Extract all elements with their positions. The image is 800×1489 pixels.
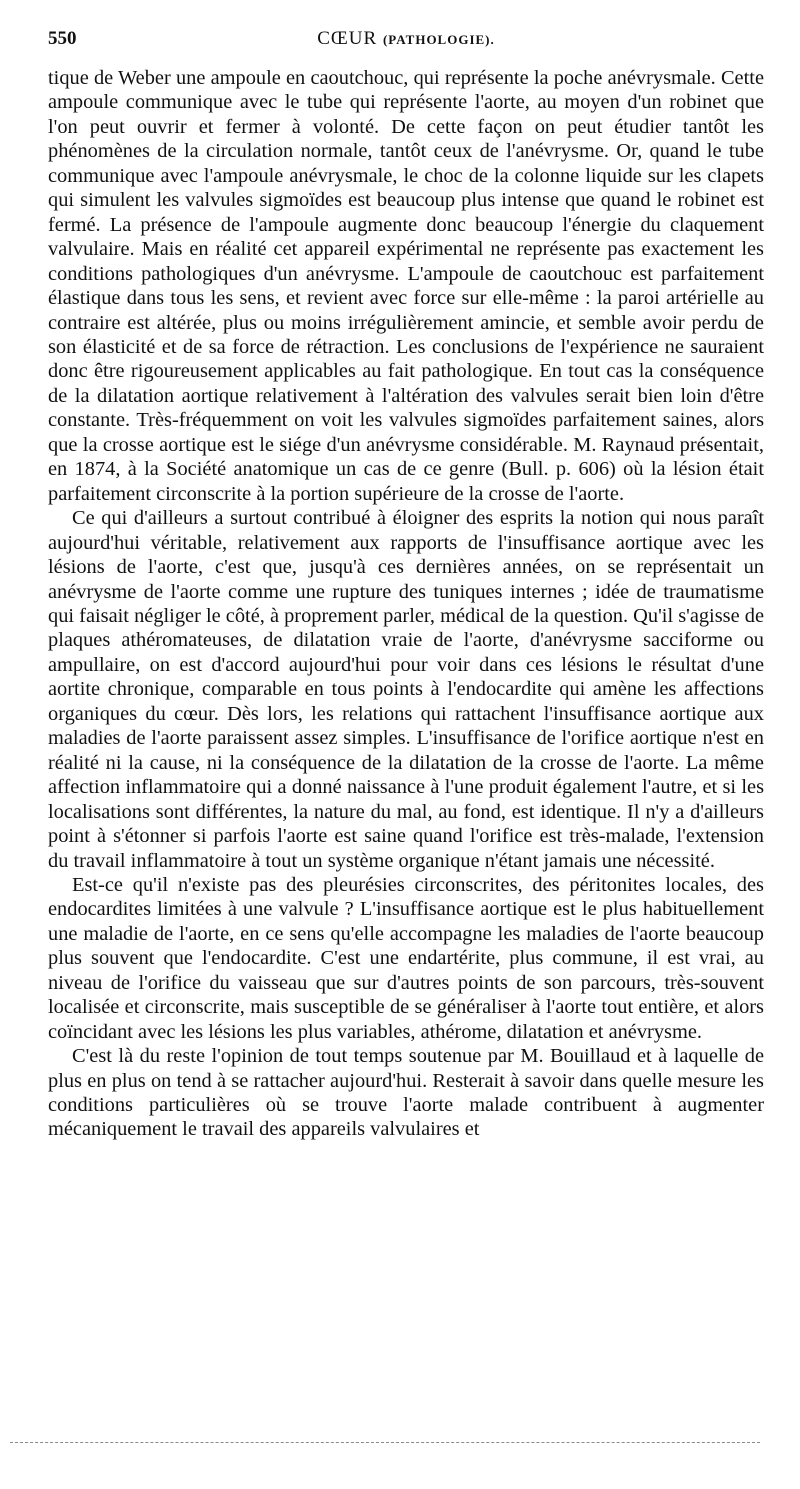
paragraph-localized-inflammation: Est-ce qu'il n'existe pas des pleurésies circonscrites, des péritonites locales, des endocardites limitées à une valvule ? L'insuffisance aortique est le plus habituellement une maladie de l'aorte, en ce sens qu'elle accompagne les maladies de l'aorte beaucoup plus souvent que l'endocardite. C'est une endartérite, plus commune, il est vrai, au niveau de l'orifice du vaisseau que sur d'autres points de son parcours, très-souvent localisée et circonscrite, mais susceptible de se généraliser à l'aorte tout entière, et alors coïncidant avec les lésions les plus variables, athérome, dilatation et anévrysme. [48, 873, 764, 1043]
running-head [48, 28, 764, 56]
body-text [48, 66, 764, 1142]
paragraph-continuation: tique de Weber une ampoule en caoutchouc, qui représente la poche anévrysmale. Cette ampoule communique avec le tube qui représente l'aorte, au moyen d'un robinet que l'on peut ouvrir et fermer à volonté. De cette façon on peut étudier tantôt les phénomènes de la circulation normale, tantôt ceux de l'anévrysme. Or, quand le tube communique avec l'ampoule anévrysmale, le choc de la colonne liquide sur les clapets qui simulent les valvules sigmoïdes est beaucoup plus intense que quand le robinet est fermé. La présence de l'ampoule augmente donc beaucoup l'énergie du claquement valvulaire. Mais en réalité cet appareil expérimental ne représente pas exactement les conditions pathologiques d'un anévrysme. L'ampoule de caoutchouc est parfaitement élastique dans tous les sens, et revient avec force sur elle-même : la paroi artérielle au contraire est altérée, plus ou moins irrégulièrement amincie, et semble avoir perdu de son élasticité et de sa force de rétraction. Les conclusions de l'expérience ne sauraient donc être rigoureusement applicables au fait pathologique. En tout cas la conséquence de la dilatation aortique relativement à l'altération des valvules serait bien loin d'être constante. Très-fréquemment on voit les valvules sigmoïdes parfaitement saines, alors que la crosse aortique est le siége d'un anévrysme considérable. M. Raynaud présentait, en 1874, à la Société anatomique un cas de ce genre (Bull. p. 606) où la lésion était parfaitement circonscrite à la portion supérieure de la crosse de l'aorte. [48, 67, 764, 505]
section-subtitle: (PATHOLOGIE). [382, 32, 495, 47]
running-title [48, 28, 764, 50]
footer-rule [10, 1442, 760, 1443]
paragraph-aortic-insufficiency: Ce qui d'ailleurs a surtout contribué à éloigner des esprits la notion qui nous paraît aujourd'hui véritable, relativement aux rapports de l'insuffisance aortique avec les lésions de l'aorte, c'est que, jusqu'à ces dernières années, on se représentait un anévrysme de l'aorte comme une rupture des tuniques internes ; idée de traumatisme qui faisait négliger le côté, à proprement parler, médical de la question. Qu'il s'agisse de plaques athéromateuses, de dilatation vraie de l'aorte, d'anévrysme sacciforme ou ampullaire, on est d'accord aujourd'hui pour voir dans ces lésions le résultat d'une aortite chronique, comparable en tous points à l'endocardite qui amène les affections organiques du cœur. Dès lors, les relations qui rattachent l'insuffisance aortique aux maladies de l'aorte paraissent assez simples. L'insuffisance de l'orifice aortique n'est en réalité ni la cause, ni la conséquence de la dilatation de la crosse de l'aorte. La même affection inflammatoire qui a donné naissance à l'une produit également l'autre, et si les localisations sont différentes, la nature du mal, au fond, est identique. Il n'y a d'ailleurs point à s'étonner si parfois l'aorte est saine quand l'orifice est très-malade, l'extension du travail inflammatoire à tout un système organique n'étant jamais une nécessité. [48, 507, 764, 872]
paragraph-bouillaud-opinion: C'est là du reste l'opinion de tout temps soutenue par M. Bouillaud et à laquelle de plus en plus on tend à se rattacher aujourd'hui. Resterait à savoir dans quelle mesure les conditions particulières où se trouve l'aorte malade contribuent à augmenter mécaniquement le travail des appareils valvulaires et [48, 1045, 764, 1141]
page-number: 550 [48, 28, 77, 49]
section-title: CŒUR [317, 28, 378, 49]
